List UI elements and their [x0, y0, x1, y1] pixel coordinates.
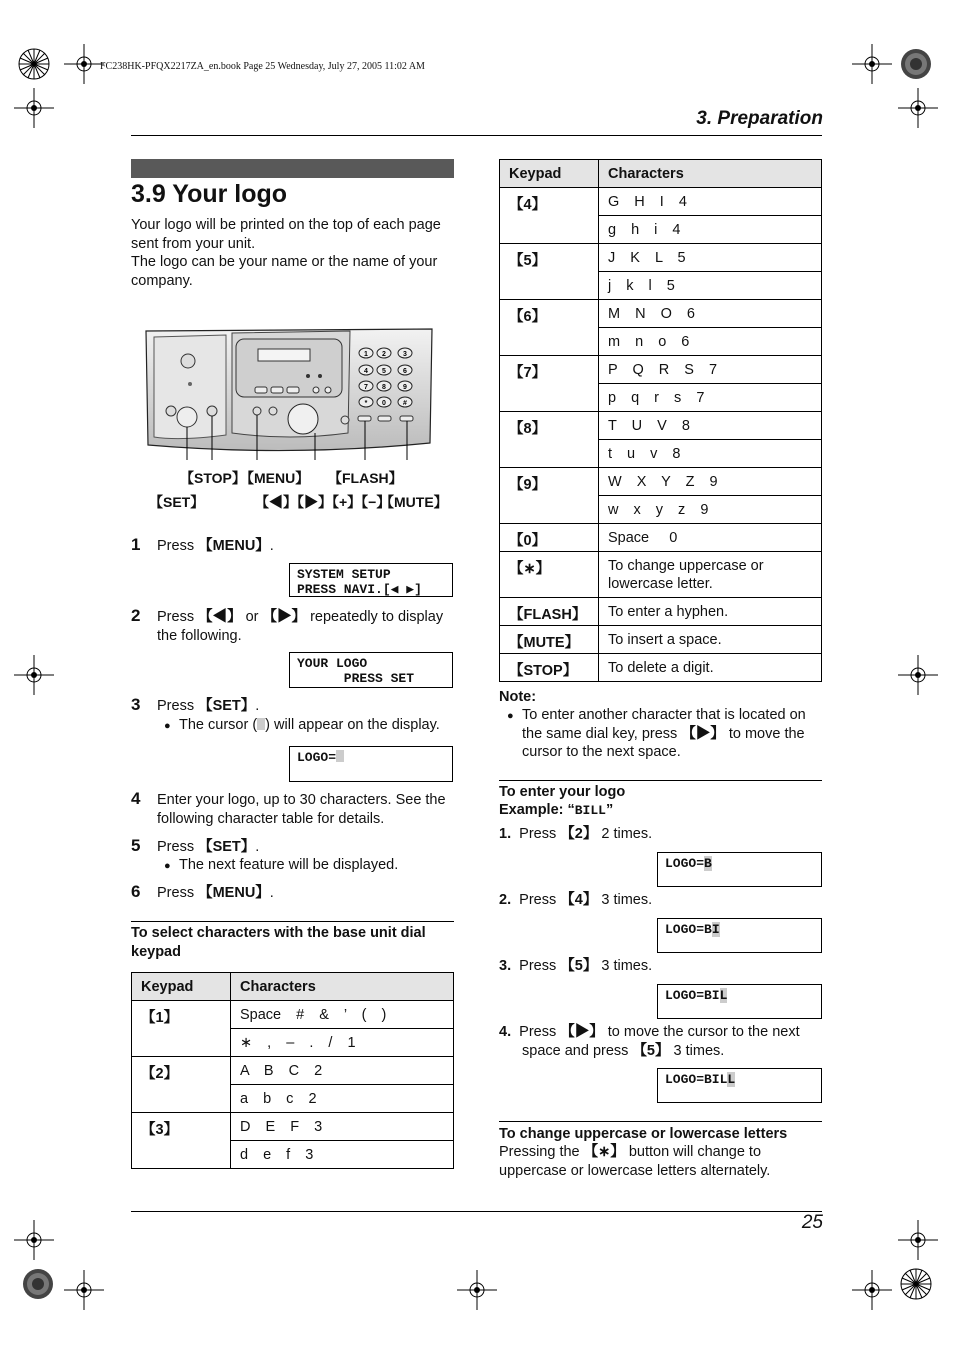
bullet-icon: ● [164, 720, 171, 732]
page-heading: 3.9 Your logo [131, 180, 288, 208]
label-navi: 【◀】【▶】【+】【−】 [255, 494, 391, 510]
crosshair-mark-icon [898, 88, 938, 128]
display-system-setup: SYSTEM SETUP PRESS NAVI.[◀ ▶] [289, 563, 453, 597]
bullet-icon: ● [507, 710, 514, 722]
enter-logo-title: To enter your logo [499, 784, 626, 800]
step-number: 3 [131, 695, 141, 714]
caption-rule [131, 921, 454, 922]
table-row: 【5】 J K L 5 [500, 244, 822, 272]
svg-text:7: 7 [364, 384, 368, 391]
title-bar [131, 159, 454, 178]
step-number: 5 [131, 836, 141, 855]
table-row: 【6】 M N O 6 [500, 300, 822, 328]
registration-dot-icon [18, 1264, 58, 1304]
table-row: 【0】 Space 0 [500, 524, 822, 552]
display-logo-step2: LOGO=BI [657, 918, 822, 953]
crosshair-mark-icon [457, 1270, 497, 1310]
display-logo-cursor: LOGO= [289, 746, 453, 782]
char-table-left [131, 972, 454, 1169]
svg-text:3: 3 [403, 351, 407, 358]
section-rule [499, 780, 822, 781]
note-title: Note: [499, 689, 537, 705]
registration-dot-icon [896, 44, 936, 84]
display-logo-step1: LOGO=B [657, 852, 822, 887]
step-text: Press 【SET】. [157, 698, 260, 714]
label-stop: 【STOP】 [180, 470, 246, 486]
header-rule [131, 135, 822, 136]
crosshair-mark-icon [852, 1270, 892, 1310]
table-header-characters: Characters [231, 973, 454, 1001]
bullet-icon: ● [164, 860, 171, 872]
table-row: ∗ , – . / 1 [132, 1029, 454, 1057]
svg-text:1: 1 [364, 351, 368, 358]
table-row: d e f 3 [132, 1141, 454, 1169]
table-row: a b c 2 [132, 1085, 454, 1113]
table-row: 【4】 G H I 4 [500, 188, 822, 216]
intro-line: Your logo will be printed on the top of each page sent from your unit. [131, 217, 441, 252]
crosshair-mark-icon [852, 44, 892, 84]
label-mute: 【MUTE】 [380, 494, 448, 510]
case-text: Pressing the 【∗】 button will change to uppercase or lowercase letters alternately. [499, 1144, 771, 1179]
step-number: 2 [131, 606, 141, 625]
bullet-text: The cursor ( ) will appear on the display. [179, 717, 440, 733]
table-row: 【STOP】 To delete a digit. [500, 654, 822, 682]
file-info: FC238HK-PFQX2217ZA_en.book Page 25 Wednesday, July 27, 2005 11:02 AM [100, 61, 425, 72]
table-row: g h i 4 [500, 216, 822, 244]
step-text: Press 【SET】. [157, 839, 260, 855]
table-row: m n o 6 [500, 328, 822, 356]
table-row: 【3】 D E F 3 [132, 1113, 454, 1141]
crosshair-mark-icon [14, 1220, 54, 1260]
example-label: Example: “BILL” [499, 802, 614, 818]
svg-text:2: 2 [382, 351, 386, 358]
section-title: 3. Preparation [696, 108, 823, 129]
logo-step: 1. Press 【2】 2 times. [499, 826, 653, 842]
table-row: 【2】 A B C 2 [132, 1057, 454, 1085]
label-set: 【SET】 [149, 494, 205, 510]
table-row: 【8】 T U V 8 [500, 412, 822, 440]
crosshair-mark-icon [14, 88, 54, 128]
note-text: To enter another character that is located on the same dial key, press 【▶】 to move the cursor to the next space. [522, 707, 806, 760]
crosshair-mark-icon [64, 1270, 104, 1310]
crosshair-mark-icon [14, 655, 54, 695]
table-header-keypad: Keypad [500, 160, 599, 188]
crosshair-mark-icon [898, 655, 938, 695]
step-text: Enter your logo, up to 30 characters. See the following character table for details. [157, 792, 446, 827]
bullet-text: The next feature will be displayed. [179, 857, 399, 873]
step-number: 4 [131, 789, 141, 808]
table-row: 【∗】 To change uppercase or lowercase letter. [500, 552, 822, 598]
crosshair-mark-icon [64, 44, 104, 84]
svg-text:9: 9 [403, 384, 407, 391]
logo-step: 4. Press 【▶】 to move the cursor to the next space and press 【5】 3 times. [499, 1024, 800, 1059]
case-title: To change uppercase or lowercase letters [499, 1126, 788, 1142]
step-text: Press 【◀】 or 【▶】 repeatedly to display the following. [157, 609, 444, 644]
display-logo-step4: LOGO=BILL [657, 1068, 822, 1103]
section-rule [499, 1121, 822, 1122]
crosshair-mark-icon [898, 1220, 938, 1260]
table-row: p q r s 7 [500, 384, 822, 412]
table-row: 【MUTE】 To insert a space. [500, 626, 822, 654]
registration-mark-icon [896, 1264, 936, 1304]
table-row: t u v 8 [500, 440, 822, 468]
table-row: 【FLASH】 To enter a hyphen. [500, 598, 822, 626]
svg-text:*: * [364, 400, 368, 407]
table-row: j k l 5 [500, 272, 822, 300]
logo-step: 2. Press 【4】 3 times. [499, 892, 653, 908]
table-caption: To select characters with the base unit dial keypad [131, 925, 426, 960]
display-your-logo: YOUR LOGO PRESS SET [289, 652, 453, 688]
svg-text:0: 0 [382, 400, 386, 407]
fax-unit-illustration [140, 325, 440, 460]
table-header-characters: Characters [599, 160, 822, 188]
table-row: 【1】 Space # & ’ ( ) [132, 1001, 454, 1029]
table-header-keypad: Keypad [132, 973, 231, 1001]
svg-text:4: 4 [364, 368, 368, 375]
registration-mark-icon [14, 44, 54, 84]
step-number: 1 [131, 535, 141, 554]
footer-rule [131, 1211, 822, 1212]
char-table-right [499, 159, 822, 682]
table-row: 【9】 W X Y Z 9 [500, 468, 822, 496]
display-logo-step3: LOGO=BIL [657, 984, 822, 1019]
label-flash: 【FLASH】 [328, 470, 403, 486]
intro-text [131, 216, 456, 290]
page-number: 25 [801, 1212, 823, 1233]
intro-line: The logo can be your name or the name of your company. [131, 254, 438, 289]
svg-text:6: 6 [403, 368, 407, 375]
logo-step: 3. Press 【5】 3 times. [499, 958, 653, 974]
label-menu: 【MENU】 [240, 470, 310, 486]
step-number: 6 [131, 882, 141, 901]
svg-text:8: 8 [382, 384, 386, 391]
table-row: 【7】 P Q R S 7 [500, 356, 822, 384]
svg-text:#: # [403, 400, 407, 407]
cursor-block-icon [336, 750, 344, 762]
step-text: Press 【MENU】. [157, 885, 274, 901]
step-text: Press 【MENU】. [157, 538, 274, 554]
table-row: w x y z 9 [500, 496, 822, 524]
cursor-block-icon [257, 718, 265, 730]
svg-text:5: 5 [382, 368, 386, 375]
